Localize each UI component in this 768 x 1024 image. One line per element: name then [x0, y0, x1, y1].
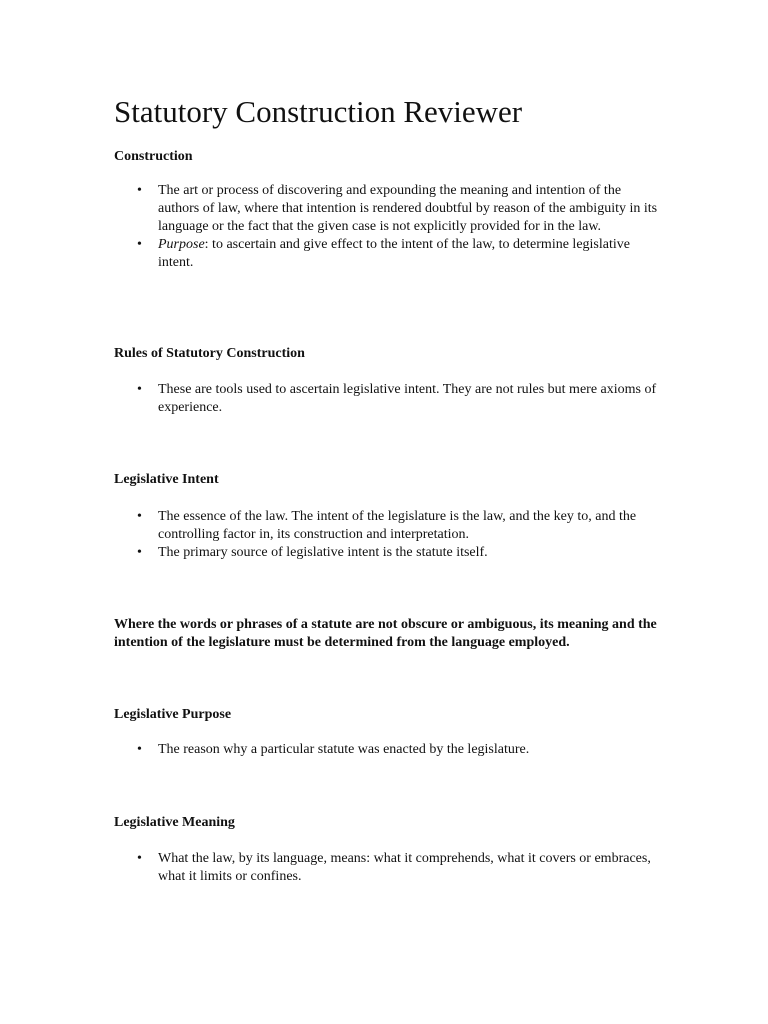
list-item: • The reason why a particular statute was enacted by the legislature.: [158, 741, 663, 759]
document-title: Statutory Construction Reviewer: [114, 94, 523, 129]
list-item: • These are tools used to ascertain legislative intent. They are not rules but mere axioms of experience.: [158, 381, 663, 417]
section-heading-legislative-intent: Legislative Intent: [114, 472, 219, 487]
list-item: • The essence of the law. The intent of the legislature is the law, and the key to, and the controlling factor in, its construction and interpretation.: [158, 508, 663, 544]
list-item: • What the law, by its language, means: what it comprehends, what it covers or embraces, what it limits or confines.: [158, 850, 663, 886]
section-heading-rules: Rules of Statutory Construction: [114, 346, 305, 361]
construction-bullet-list: [158, 182, 663, 272]
meaning-bullet-list: [158, 850, 663, 886]
purpose-bullet-list: [158, 741, 663, 759]
list-item: [158, 236, 663, 272]
purpose-definition: : to ascertain and give effect to the intent of the law, to determine legislative intent.: [158, 237, 630, 270]
list-item: • The primary source of legislative intent is the statute itself.: [158, 544, 663, 562]
section-heading-legislative-purpose: Legislative Purpose: [114, 707, 232, 722]
section-heading-legislative-meaning: Legislative Meaning: [114, 815, 235, 830]
intent-bullet-list: [158, 508, 663, 562]
rules-bullet-list: [158, 381, 663, 417]
plain-meaning-paragraph: Where the words or phrases of a statute are not obscure or ambiguous, its meaning and the intention of the legislature must be determined from the language employed.: [114, 617, 657, 650]
section-heading-construction: Construction: [114, 149, 193, 164]
purpose-term: Purpose: [158, 237, 205, 252]
list-item: • The art or process of discovering and expounding the meaning and intention of the authors of law, where that intention is rendered doubtful by reason of the ambiguity in its language or the fact that the given case is not explicitly provided for in the law.: [158, 182, 663, 236]
